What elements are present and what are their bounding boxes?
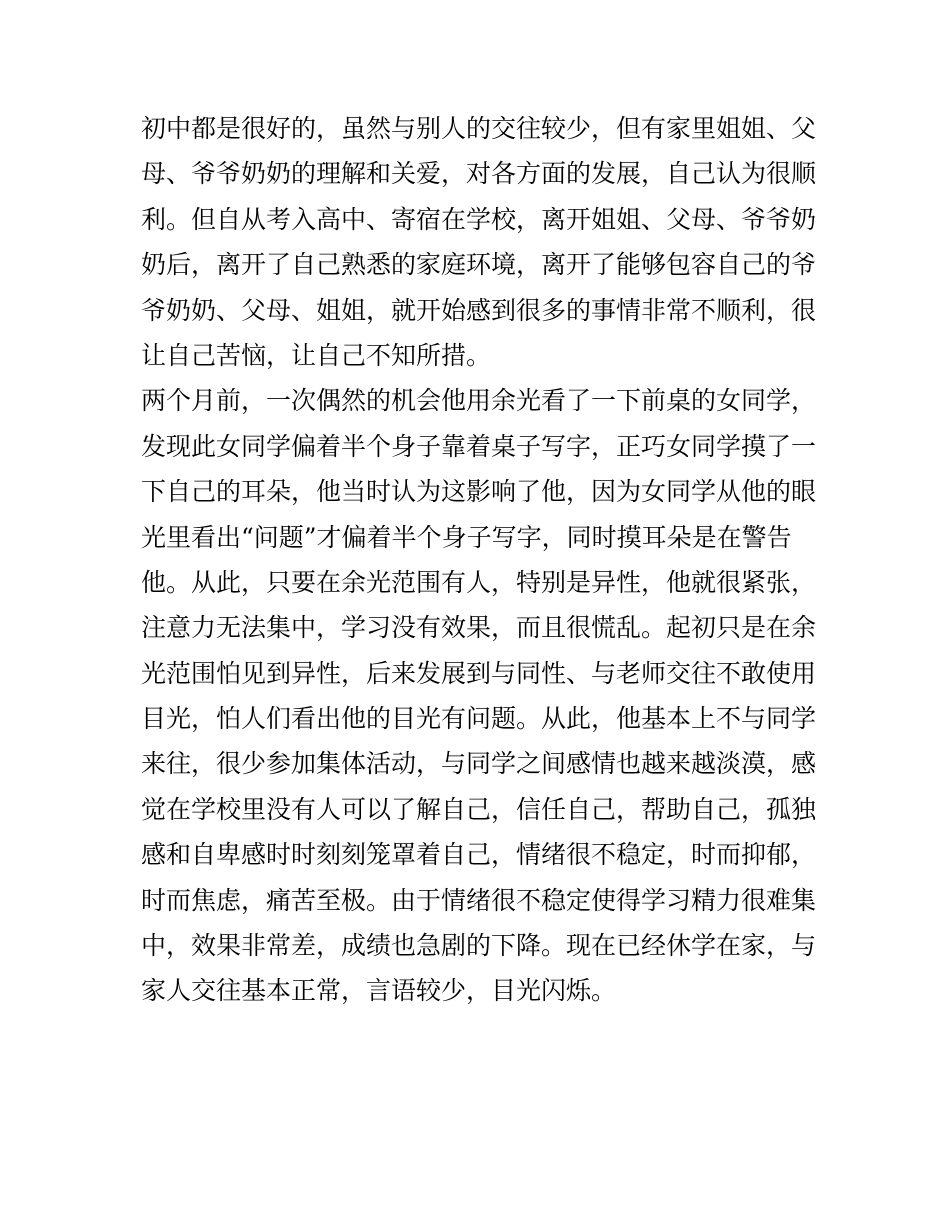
text-line-4: 奶后，离开了自己熟悉的家庭环境，离开了能够包容自己的爷	[141, 250, 817, 280]
text-line-15: 来往，很少参加集体活动，与同学之间感情也越来越淡漠，感	[141, 749, 817, 779]
text-line-19: 中，效果非常差，成绩也急剧的下降。现在已经休学在家，与	[141, 931, 817, 961]
text-line-18: 时而焦虑，痛苦至极。由于情绪很不稳定使得学习精力很难集	[141, 885, 817, 915]
text-line-1: 初中都是很好的，虽然与别人的交往较少，但有家里姐姐、父	[141, 114, 817, 143]
text-line-2: 母、爷爷奶奶的理解和关爱，对各方面的发展，自己认为很顺	[141, 159, 817, 189]
text-line-7: 两个月前，一次偶然的机会他用余光看了一下前桌的女同学，	[141, 386, 817, 416]
text-line-20: 家人交往基本正常，言语较少，目光闪烁。	[141, 976, 617, 1006]
text-line-3: 利。但自从考入高中、寄宿在学校，离开姐姐、父母、爷爷奶	[141, 204, 817, 234]
text-line-16: 觉在学校里没有人可以了解自己，信任自己，帮助自己，孤独	[141, 794, 817, 824]
text-line-8: 发现此女同学偏着半个身子靠着桌子写字，正巧女同学摸了一	[141, 431, 817, 461]
text-line-17: 感和自卑感时时刻刻笼罩着自己，情绪很不稳定，时而抑郁，	[141, 840, 817, 870]
text-line-5: 爷奶奶、父母、姐姐，就开始感到很多的事情非常不顺利，很	[141, 295, 817, 325]
text-line-10: 光里看出“问题”才偏着半个身子写字，同时摸耳朵是在警告	[141, 522, 792, 552]
text-line-11: 他。从此，只要在余光范围有人，特别是异性，他就很紧张，	[141, 567, 817, 597]
body-text	[141, 106, 821, 1014]
text-line-12: 注意力无法集中，学习没有效果，而且很慌乱。起初只是在余	[141, 613, 817, 643]
text-line-6: 让自己苦恼，让自己不知所措。	[141, 340, 492, 370]
text-line-14: 目光，怕人们看出他的目光有问题。从此，他基本上不与同学	[141, 704, 817, 734]
text-line-13: 光范围怕见到异性，后来发展到与同性、与老师交往不敢使用	[141, 658, 817, 688]
text-line-9: 下自己的耳朵，他当时认为这影响了他，因为女同学从他的眼	[141, 477, 817, 507]
